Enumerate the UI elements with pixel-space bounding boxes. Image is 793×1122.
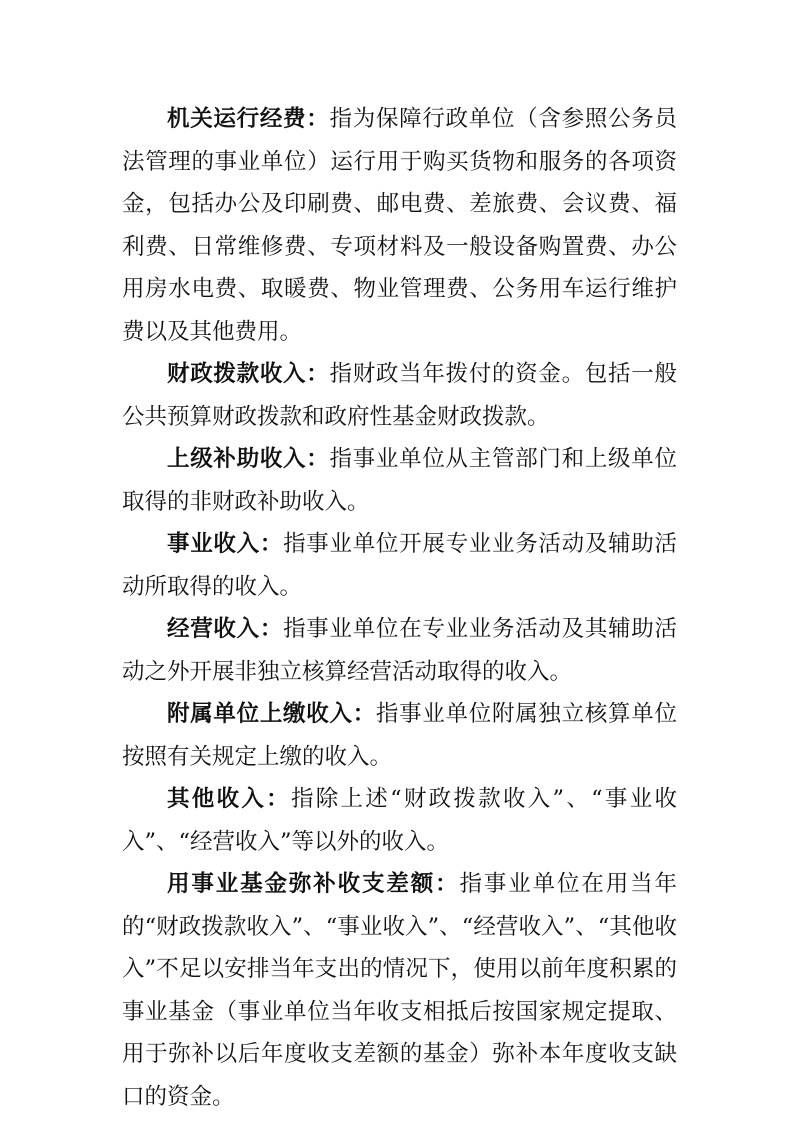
definition-paragraph xyxy=(122,353,677,438)
definition-term: 用事业基金弥补收支差额 xyxy=(167,871,436,897)
term-separator: ： xyxy=(259,531,284,557)
definition-text: 指事业单位在用当年的“财政拨款收入”、“事业收入”、“经营收入”、“其他收入”不足以安排当年支出的情况下，使用以前年度积累的事业基金（事业单位当年收支相抵后按国家规定提取、用于弥补以后年度收支差额的基金）弥补本年度收支缺口的资金。 xyxy=(122,871,677,1110)
term-separator: ： xyxy=(306,361,330,387)
definition-term: 经营收入 xyxy=(167,616,260,642)
definition-paragraph xyxy=(122,98,677,353)
definition-paragraph xyxy=(122,778,677,863)
definition-text: 指为保障行政单位（含参照公务员法管理的事业单位）运行用于购买货物和服务的各项资金，包括办公及印刷费、邮电费、差旅费、会议费、福利费、日常维修费、专项材料及一般设备购置费、办公用房水电费、取暖费、物业管理费、公务用车运行维护费以及其他费用。 xyxy=(122,106,677,345)
term-separator: ： xyxy=(352,701,376,727)
term-separator: ： xyxy=(306,106,330,132)
definition-term: 事业收入 xyxy=(167,531,260,557)
definition-text: 指事业单位从主管部门和上级单位取得的非财政补助收入。 xyxy=(122,446,677,515)
term-separator: ： xyxy=(306,446,330,472)
definition-text: 指事业单位在专业业务活动及其辅助活动之外开展非独立核算经营活动取得的收入。 xyxy=(122,616,677,685)
definition-term: 机关运行经费 xyxy=(167,106,307,132)
term-separator: ： xyxy=(435,871,460,897)
definition-text: 指事业单位附属独立核算单位按照有关规定上缴的收入。 xyxy=(122,701,677,770)
definition-paragraph xyxy=(122,608,677,693)
definition-term: 其他收入 xyxy=(167,786,267,812)
definition-paragraph xyxy=(122,693,677,778)
definition-term: 附属单位上缴收入 xyxy=(167,701,353,727)
term-separator: ： xyxy=(266,786,291,812)
definition-paragraph xyxy=(122,863,677,1118)
definition-text: 指除上述“财政拨款收入”、“事业收入”、“经营收入”等以外的收入。 xyxy=(122,786,677,855)
term-separator: ： xyxy=(259,616,284,642)
document-body xyxy=(122,98,677,1118)
definition-paragraph xyxy=(122,438,677,523)
definition-text: 指事业单位开展专业业务活动及辅助活动所取得的收入。 xyxy=(122,531,677,600)
definition-paragraph xyxy=(122,523,677,608)
definition-term: 财政拨款收入 xyxy=(167,361,307,387)
definition-text: 指财政当年拨付的资金。包括一般公共预算财政拨款和政府性基金财政拨款。 xyxy=(122,361,677,430)
definition-term: 上级补助收入 xyxy=(167,446,307,472)
